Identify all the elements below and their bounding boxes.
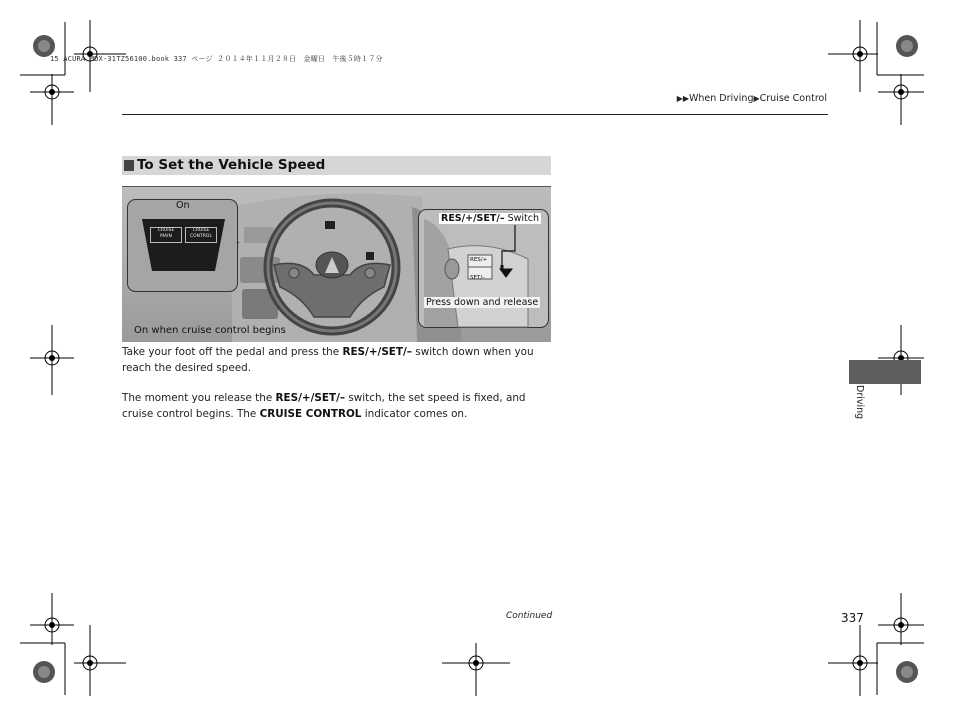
- breadcrumb-arrows: ▶▶: [676, 94, 689, 103]
- switch-label: [439, 213, 541, 224]
- res-plus-label: RES/+: [470, 257, 488, 263]
- p1-text-1: Take your foot off the pedal and press the: [122, 346, 343, 358]
- breadcrumb-item-cruise-control[interactable]: Cruise Control: [759, 93, 827, 104]
- switch-inset: [418, 209, 550, 329]
- print-header: 15 ACURA MDX-31TZ56100.book 337 ページ ２０１４年１１月２８日 金曜日 午後５時１７分: [50, 55, 383, 63]
- chapter-tab-label: Driving: [854, 385, 865, 420]
- on-label: On: [176, 200, 190, 211]
- section-title: To Set the Vehicle Speed: [137, 157, 326, 173]
- steering-wheel-figure: [122, 186, 551, 342]
- indicator-inset: [127, 199, 239, 293]
- p2-text-2: switch, the set speed is fixed, and cruise control begins. The: [122, 392, 526, 420]
- paragraph-1: [122, 345, 558, 376]
- p2-bold-1: RES/+/SET/–: [275, 392, 346, 404]
- cruise-main-indicator: [150, 227, 182, 243]
- section-square-icon: [124, 160, 134, 171]
- switch-label-bold: RES/+/SET/–: [441, 213, 505, 224]
- chapter-tab[interactable]: [849, 360, 921, 384]
- cruise-control-line2: CONTROL: [190, 233, 212, 239]
- breadcrumb-separator: ▶: [753, 94, 760, 103]
- press-label: Press down and release: [426, 297, 539, 308]
- cruise-control-line1: CRUISE: [192, 228, 210, 233]
- steering-wheel-icon: [268, 203, 396, 331]
- paragraph-2: [122, 391, 558, 422]
- header-rule: [122, 114, 828, 115]
- cruise-main-line2: MAIN: [160, 233, 172, 239]
- set-minus-label: SET/–: [470, 275, 485, 281]
- page-number: 337: [841, 611, 864, 625]
- p2-text-1: The moment you release the: [122, 392, 276, 404]
- cruise-control-indicator: [185, 227, 217, 243]
- cruise-main-line1: CRUISE: [157, 228, 175, 233]
- breadcrumb-item-when-driving[interactable]: When Driving: [689, 93, 754, 104]
- breadcrumb: [677, 93, 827, 104]
- continued-label: Continued: [506, 611, 553, 621]
- section-heading: [122, 156, 551, 175]
- switch-label-rest: Switch: [504, 213, 540, 224]
- p2-bold-2: CRUISE CONTROL: [259, 407, 362, 420]
- bottom-caption: On when cruise control begins: [134, 325, 286, 336]
- p1-text-2: switch down when you reach the desired speed.: [122, 346, 534, 374]
- p2-text-3: indicator comes on.: [361, 407, 468, 420]
- p1-bold-1: RES/+/SET/–: [342, 346, 412, 358]
